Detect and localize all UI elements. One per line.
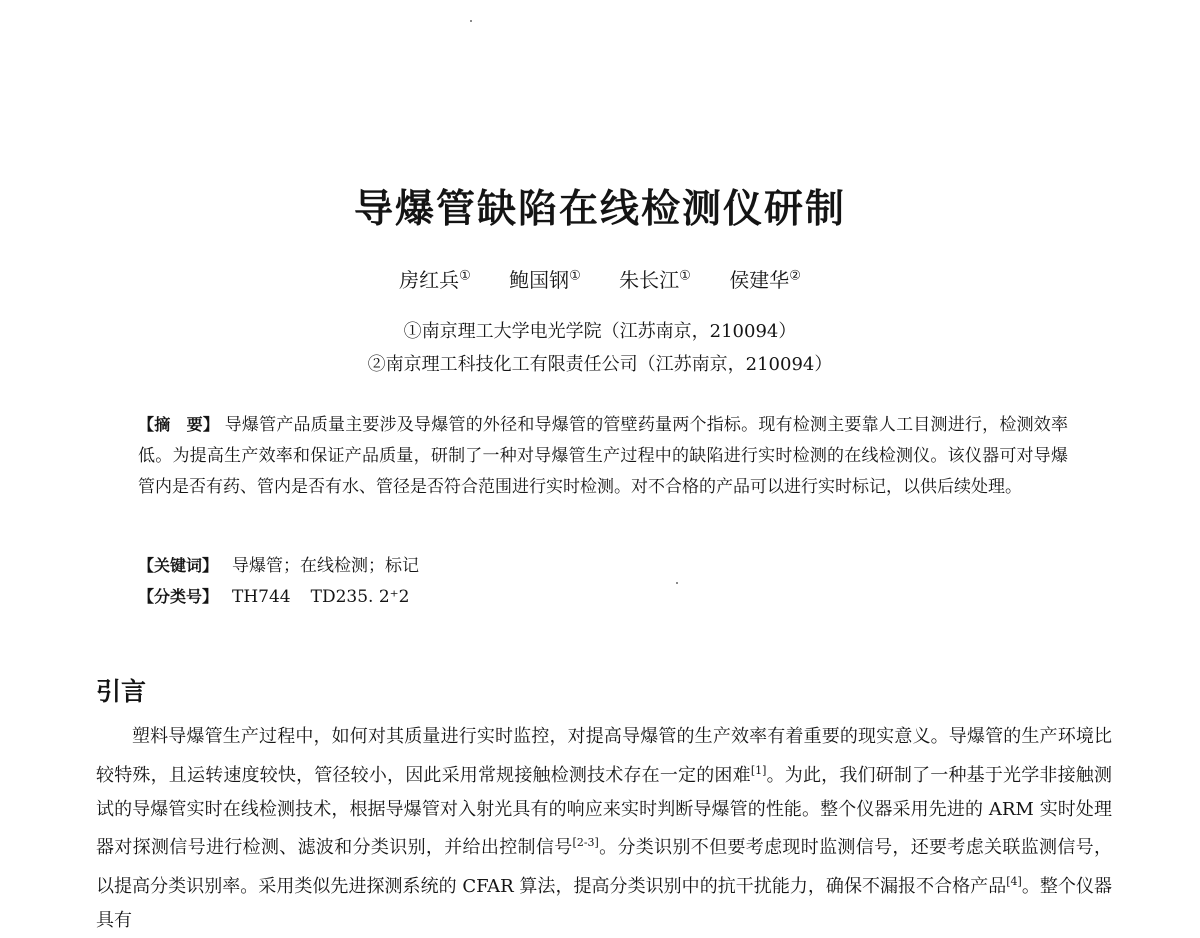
author [619,268,691,292]
citation-ref: [2-3] [572,836,599,850]
abstract [138,409,1068,503]
section-heading: 引言 [96,677,147,706]
citation-ref: [4] [1006,875,1022,889]
affiliation-mark: ① [459,268,471,284]
affiliation-mark: ② [789,268,801,284]
classification-label: 【分类号】 [138,587,219,606]
classification-code: TH744 [232,587,291,607]
keywords-text: 导爆管；在线检测；标记 [232,556,420,576]
body-text-segment: 。为此，我们研制了一种基于光学非接触测试的导爆管实时在线检测技术，根据导爆管对入射光具有的响应来实时判断导爆管的性能。整个仪器采用先进的 ARM 实时处理器对探测信号进行检测、滤波和分类识别，并给出控制信号 [96,764,1112,859]
author [399,268,471,292]
classification-code: TD235. 2⁺2 [310,587,410,607]
author-name: 房红兵 [399,268,460,292]
author [729,268,801,292]
affiliation: ②南京理工科技化工有限责任公司（江苏南京，210094） [367,354,833,375]
body-text-segment: 。分类识别不但要考虑现时监测信号，还要考虑关联监测信号，以提高分类识别率。采用类似先进探测系统的 CFAR 算法，提高分类识别中的抗干扰能力，确保不漏报不合格产品 [96,837,1113,898]
scan-speck [676,582,678,584]
classification [138,584,409,607]
author [509,268,581,292]
abstract-text: 导爆管产品质量主要涉及导爆管的外径和导爆管的管壁药量两个指标。现有检测主要靠人工目测进行，检测效率低。为提高生产效率和保证产品质量，研制了一种对导爆管生产过程中的缺陷进行实时检测的在线检测仪。该仪器可对导爆管内是否有药、管内是否有水、管径是否符合范围进行实时检测。对不合格的产品可以进行实时标记，以供后续处理。 [138,415,1068,497]
body-text-segment: 。整个仪器具有 [96,876,1113,931]
scan-speck [470,20,472,22]
author-list [0,264,1200,293]
affiliation-mark: ① [569,268,581,284]
author-name: 朱长江 [619,268,680,292]
body-paragraph [96,720,1112,938]
affiliation-mark: ① [679,268,691,284]
paper-title: 导爆管缺陷在线检测仪研制 [353,187,846,232]
citation-ref: [1] [750,763,767,777]
author-name: 鲍国钢 [509,268,570,292]
author-name: 侯建华 [729,268,790,292]
keywords-label: 【关键词】 [138,556,219,575]
body-text-segment: 塑料导爆管生产过程中，如何对其质量进行实时监控，对提高导爆管的生产效率有着重要的现实意义。导爆管的生产环境比较特殊，且运转速度较快，管径较小，因此采用常规接触检测技术存在一定的困难 [96,726,1112,786]
abstract-label: 【摘 要】 [138,415,220,434]
keywords [138,551,419,576]
affiliation: ①南京理工大学电光学院（江苏南京，210094） [403,321,797,342]
